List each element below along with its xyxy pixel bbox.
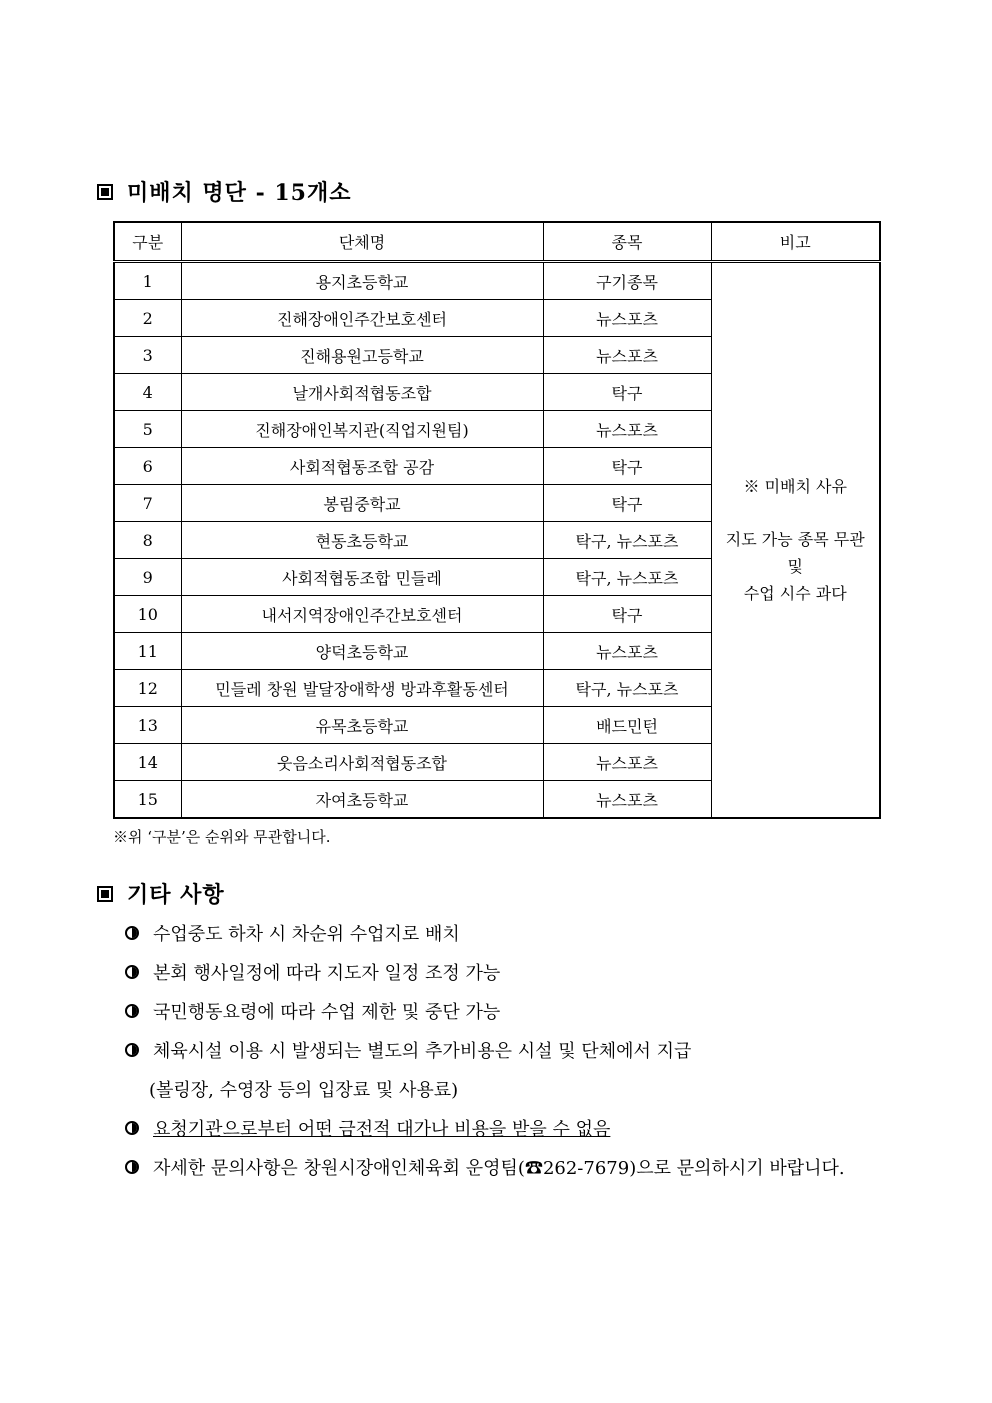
square-bullet-icon bbox=[97, 886, 113, 902]
list-item-text: 수업중도 하차 시 차순위 수업지로 배치 bbox=[153, 923, 460, 945]
organization-name: 용지초등학교 bbox=[181, 262, 543, 300]
circle-bullet-icon bbox=[125, 1004, 139, 1018]
table-header-row bbox=[114, 222, 880, 262]
row-number: 9 bbox=[114, 559, 181, 596]
organization-name: 유목초등학교 bbox=[181, 707, 543, 744]
row-number: 15 bbox=[114, 781, 181, 819]
sport-type: 탁구, 뉴스포츠 bbox=[543, 670, 711, 707]
list-item bbox=[125, 1147, 845, 1186]
organization-name: 양덕초등학교 bbox=[181, 633, 543, 670]
row-number: 5 bbox=[114, 411, 181, 448]
sport-type: 탁구 bbox=[543, 448, 711, 485]
remark-line: ※ 미배치 사유 bbox=[743, 476, 847, 496]
section-title: 기타 사항 bbox=[127, 882, 225, 908]
remark-cell bbox=[711, 262, 880, 819]
sport-type: 뉴스포츠 bbox=[543, 300, 711, 337]
row-number: 1 bbox=[114, 262, 181, 300]
table-note: ※위 ‘구분’은 순위와 무관합니다. bbox=[113, 828, 331, 846]
section-heading-other bbox=[97, 878, 225, 909]
remark-line: 지도 가능 종목 무관 bbox=[725, 529, 865, 549]
row-number: 13 bbox=[114, 707, 181, 744]
section-title: 미배치 명단 - 15개소 bbox=[127, 180, 352, 206]
section-heading-unassigned bbox=[97, 176, 352, 207]
row-number: 2 bbox=[114, 300, 181, 337]
organization-name: 사회적협동조합 민들레 bbox=[181, 559, 543, 596]
list-item-text: 본회 행사일정에 따라 지도자 일정 조정 가능 bbox=[153, 962, 501, 984]
remark-line: 및 bbox=[787, 557, 803, 576]
sport-type: 뉴스포츠 bbox=[543, 781, 711, 819]
column-header: 구분 bbox=[114, 222, 181, 262]
organization-name: 내서지역장애인주간보호센터 bbox=[181, 596, 543, 633]
remark-line: 수업 시수 과다 bbox=[743, 584, 847, 604]
row-number: 8 bbox=[114, 522, 181, 559]
list-item bbox=[125, 913, 845, 952]
sport-type: 뉴스포츠 bbox=[543, 633, 711, 670]
sport-type: 뉴스포츠 bbox=[543, 337, 711, 374]
organization-name: 민들레 창원 발달장애학생 방과후활동센터 bbox=[181, 670, 543, 707]
circle-bullet-icon bbox=[125, 1121, 139, 1135]
organization-name: 자여초등학교 bbox=[181, 781, 543, 819]
other-items-list bbox=[125, 913, 845, 1186]
list-item-text: 자세한 문의사항은 창원시장애인체육회 운영팀(☎262-7679)으로 문의하시기 바랍니다. bbox=[153, 1157, 845, 1179]
list-item bbox=[125, 952, 845, 991]
list-item-text: 체육시설 이용 시 발생되는 별도의 추가비용은 시설 및 단체에서 지급 bbox=[153, 1040, 692, 1062]
list-item bbox=[125, 991, 845, 1030]
sport-type: 배드민턴 bbox=[543, 707, 711, 744]
circle-bullet-icon bbox=[125, 1043, 139, 1057]
unassigned-table bbox=[113, 221, 881, 819]
list-item-text: 요청기관으로부터 어떤 금전적 대가나 비용을 받을 수 없음 bbox=[153, 1118, 611, 1140]
column-header: 비고 bbox=[711, 222, 880, 262]
row-number: 4 bbox=[114, 374, 181, 411]
list-item-subtext: (볼링장, 수영장 등의 입장료 및 사용료) bbox=[149, 1079, 459, 1101]
column-header: 단체명 bbox=[181, 222, 543, 262]
column-header: 종목 bbox=[543, 222, 711, 262]
circle-bullet-icon bbox=[125, 1160, 139, 1174]
organization-name: 진해장애인주간보호센터 bbox=[181, 300, 543, 337]
circle-bullet-icon bbox=[125, 965, 139, 979]
sport-type: 탁구, 뉴스포츠 bbox=[543, 522, 711, 559]
row-number: 3 bbox=[114, 337, 181, 374]
organization-name: 봉림중학교 bbox=[181, 485, 543, 522]
row-number: 12 bbox=[114, 670, 181, 707]
table-row bbox=[114, 262, 880, 300]
list-item bbox=[125, 1108, 845, 1147]
sport-type: 뉴스포츠 bbox=[543, 411, 711, 448]
square-bullet-icon bbox=[97, 184, 113, 200]
row-number: 7 bbox=[114, 485, 181, 522]
sport-type: 탁구 bbox=[543, 485, 711, 522]
organization-name: 진해용원고등학교 bbox=[181, 337, 543, 374]
row-number: 11 bbox=[114, 633, 181, 670]
sport-type: 구기종목 bbox=[543, 262, 711, 300]
row-number: 6 bbox=[114, 448, 181, 485]
organization-name: 진해장애인복지관(직업지원팀) bbox=[181, 411, 543, 448]
sport-type: 탁구 bbox=[543, 596, 711, 633]
row-number: 14 bbox=[114, 744, 181, 781]
sport-type: 탁구, 뉴스포츠 bbox=[543, 559, 711, 596]
organization-name: 날개사회적협동조합 bbox=[181, 374, 543, 411]
organization-name: 사회적협동조합 공감 bbox=[181, 448, 543, 485]
organization-name: 현동초등학교 bbox=[181, 522, 543, 559]
organization-name: 웃음소리사회적협동조합 bbox=[181, 744, 543, 781]
sport-type: 탁구 bbox=[543, 374, 711, 411]
list-item-text: 국민행동요령에 따라 수업 제한 및 중단 가능 bbox=[153, 1001, 501, 1023]
circle-bullet-icon bbox=[125, 926, 139, 940]
sport-type: 뉴스포츠 bbox=[543, 744, 711, 781]
row-number: 10 bbox=[114, 596, 181, 633]
list-item bbox=[125, 1030, 845, 1069]
